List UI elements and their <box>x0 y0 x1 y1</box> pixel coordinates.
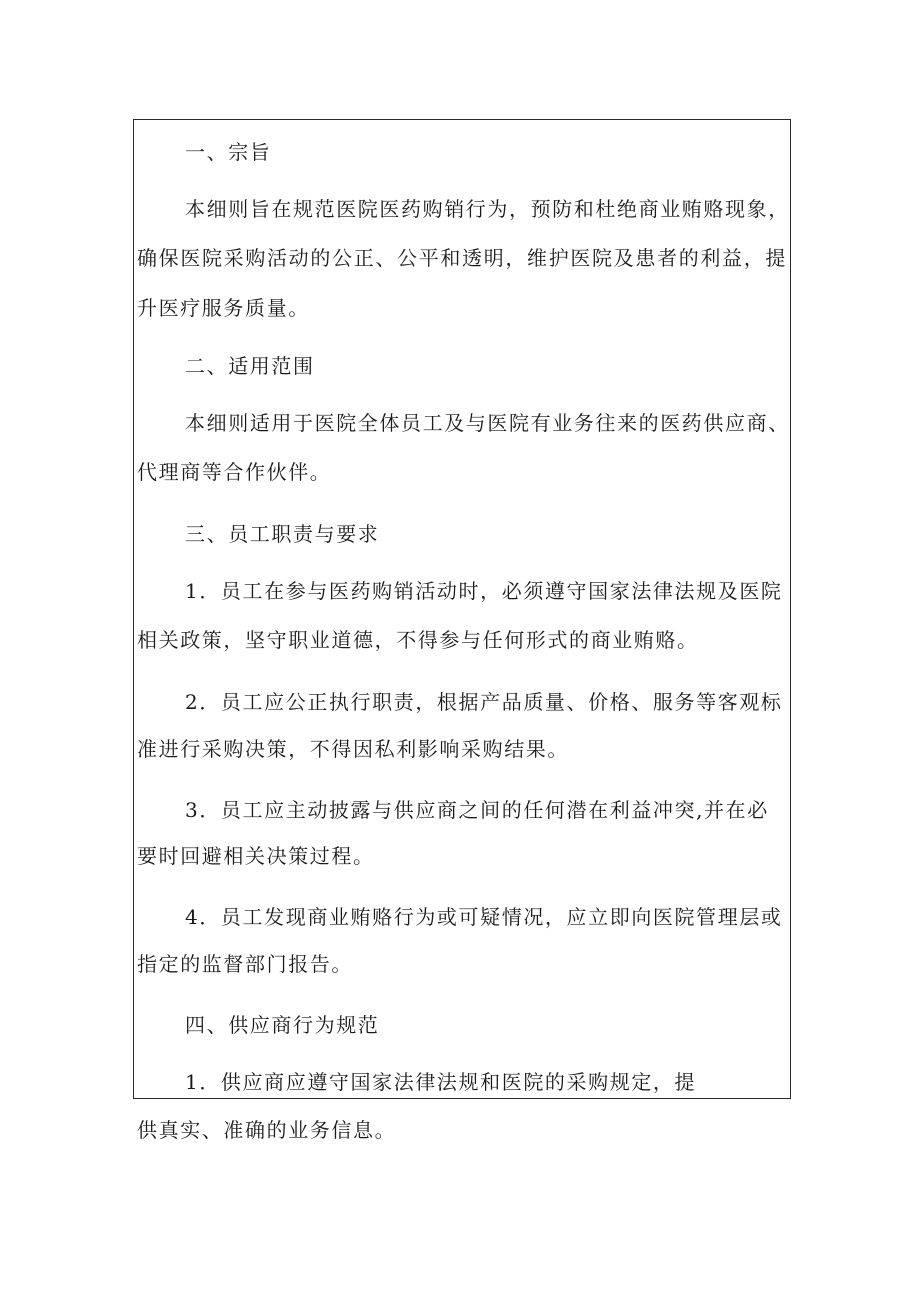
section-3-item-1-rest: 相关政策，坚守职业道德，不得参与任何形式的商业贿赂。 <box>137 628 699 652</box>
section-1-line-3: 升医疗服务质量。 <box>137 296 310 320</box>
section-2-line-1: 本细则适用于医院全体员工及与医院有业务往来的医药供应商、 <box>185 411 790 435</box>
section-4-heading: 四、供应商行为规范 <box>185 1013 380 1037</box>
section-1-heading: 一、宗旨 <box>185 140 272 164</box>
section-3-item-2-rest: 准进行采购决策，不得因私利影响采购结果。 <box>137 737 569 761</box>
section-3-item-1-first: 1．员工在参与医药购销活动时，必须遵守国家法律法规及医院 <box>185 579 783 603</box>
section-2-heading: 二、适用范围 <box>185 354 315 378</box>
section-1-line-1: 本细则旨在规范医院医药购销行为，预防和杜绝商业贿赂现象， <box>185 197 790 221</box>
section-3-item-4-first: 4．员工发现商业贿赂行为或可疑情况，应立即向医院管理层或 <box>185 905 783 929</box>
section-3-item-3-first: 3．员工应主动披露与供应商之间的任何潜在利益冲突,并在必 <box>185 798 769 822</box>
section-3-item-4-rest: 指定的监督部门报告。 <box>137 952 353 976</box>
section-3-heading: 三、员工职责与要求 <box>185 522 380 546</box>
section-2-line-2: 代理商等合作伙伴。 <box>137 460 332 484</box>
section-4-item-1-first: 1．供应商应遵守国家法律法规和医院的采购规定，提 <box>185 1070 697 1094</box>
section-1-line-2: 确保医院采购活动的公正、公平和透明，维护医院及患者的利益，提 <box>137 246 787 270</box>
section-3-item-2-first: 2．员工应公正执行职责，根据产品质量、价格、服务等客观标 <box>185 690 783 714</box>
section-4-item-1-rest: 供真实、准确的业务信息。 <box>137 1118 397 1142</box>
section-3-item-3-rest: 要时回避相关决策过程。 <box>137 844 375 868</box>
